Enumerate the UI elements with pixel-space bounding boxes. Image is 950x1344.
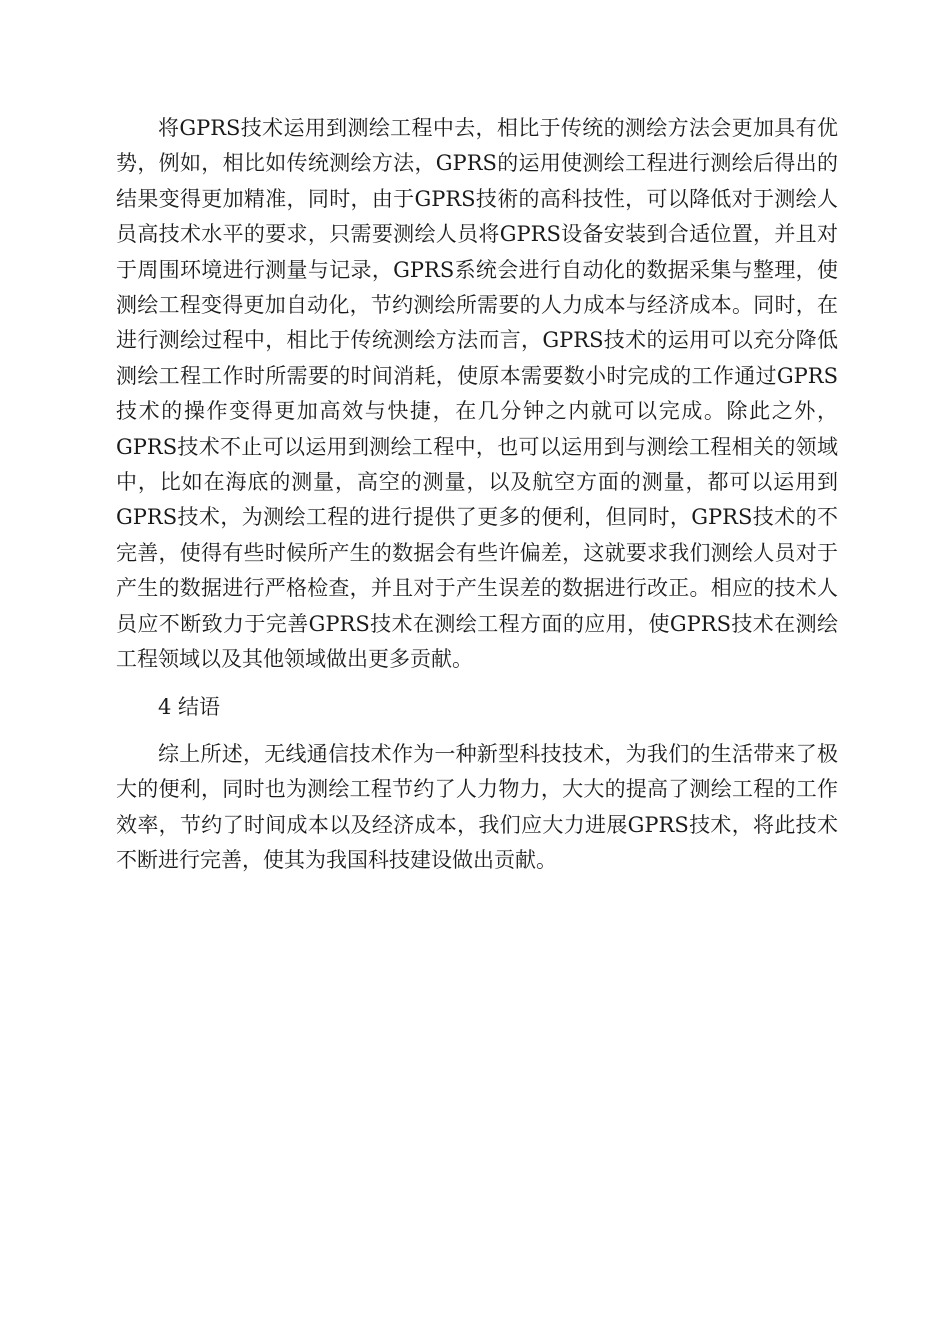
conclusion-paragraph: 综上所述，无线通信技术作为一种新型科技技术，为我们的生活带来了极大的便利，同时也为测绘工程节约了人力物力，大大的提高了测绘工程的工作效率，节约了时间成本以及经济成本，我们应大力进展GPRS技术，将此技术不断进行完善，使其为我国科技建设做出贡献。: [116, 741, 838, 873]
body-paragraph: 将GPRS技术运用到测绘工程中去，相比于传统的测绘方法会更加具有优势，例如，相比如传统测绘方法，GPRS的运用使测绘工程进行测绘后得出的结果变得更加精准，同时，由于GPRS技術的高科技性，可以降低对于测绘人员高技术水平的要求，只需要测绘人员将GPRS设备安装到合适位置，并且对于周围环境进行测量与记录，GPRS系统会进行自动化的数据采集与整理，使测绘工程变得更加自动化，节约测绘所需要的人力成本与经济成本。同时，在进行测绘过程中，相比于传统测绘方法而言，GPRS技术的运用可以充分降低测绘工程工作时所需要的时间消耗，使原本需要数小时完成的工作通过GPRS技术的操作变得更加高效与快捷，在几分钟之内就可以完成。除此之外，GPRS技术不止可以运用到测绘工程中，也可以运用到与测绘工程相关的领域中，比如在海底的测量，高空的测量，以及航空方面的测量，都可以运用到GPRS技术，为测绘工程的进行提供了更多的便利，但同时，GPRS技术的不完善，使得有些时候所产生的数据会有些许偏差，这就要求我们测绘人员对于产生的数据进行严格检查，并且对于产生误差的数据进行改正。相应的技术人员应不断致力于完善GPRS技术在测绘工程方面的应用，使GPRS技术在测绘工程领域以及其他领域做出更多贡献。: [116, 116, 838, 672]
document-body: [116, 111, 838, 879]
section-heading: 4 结语: [158, 694, 221, 719]
